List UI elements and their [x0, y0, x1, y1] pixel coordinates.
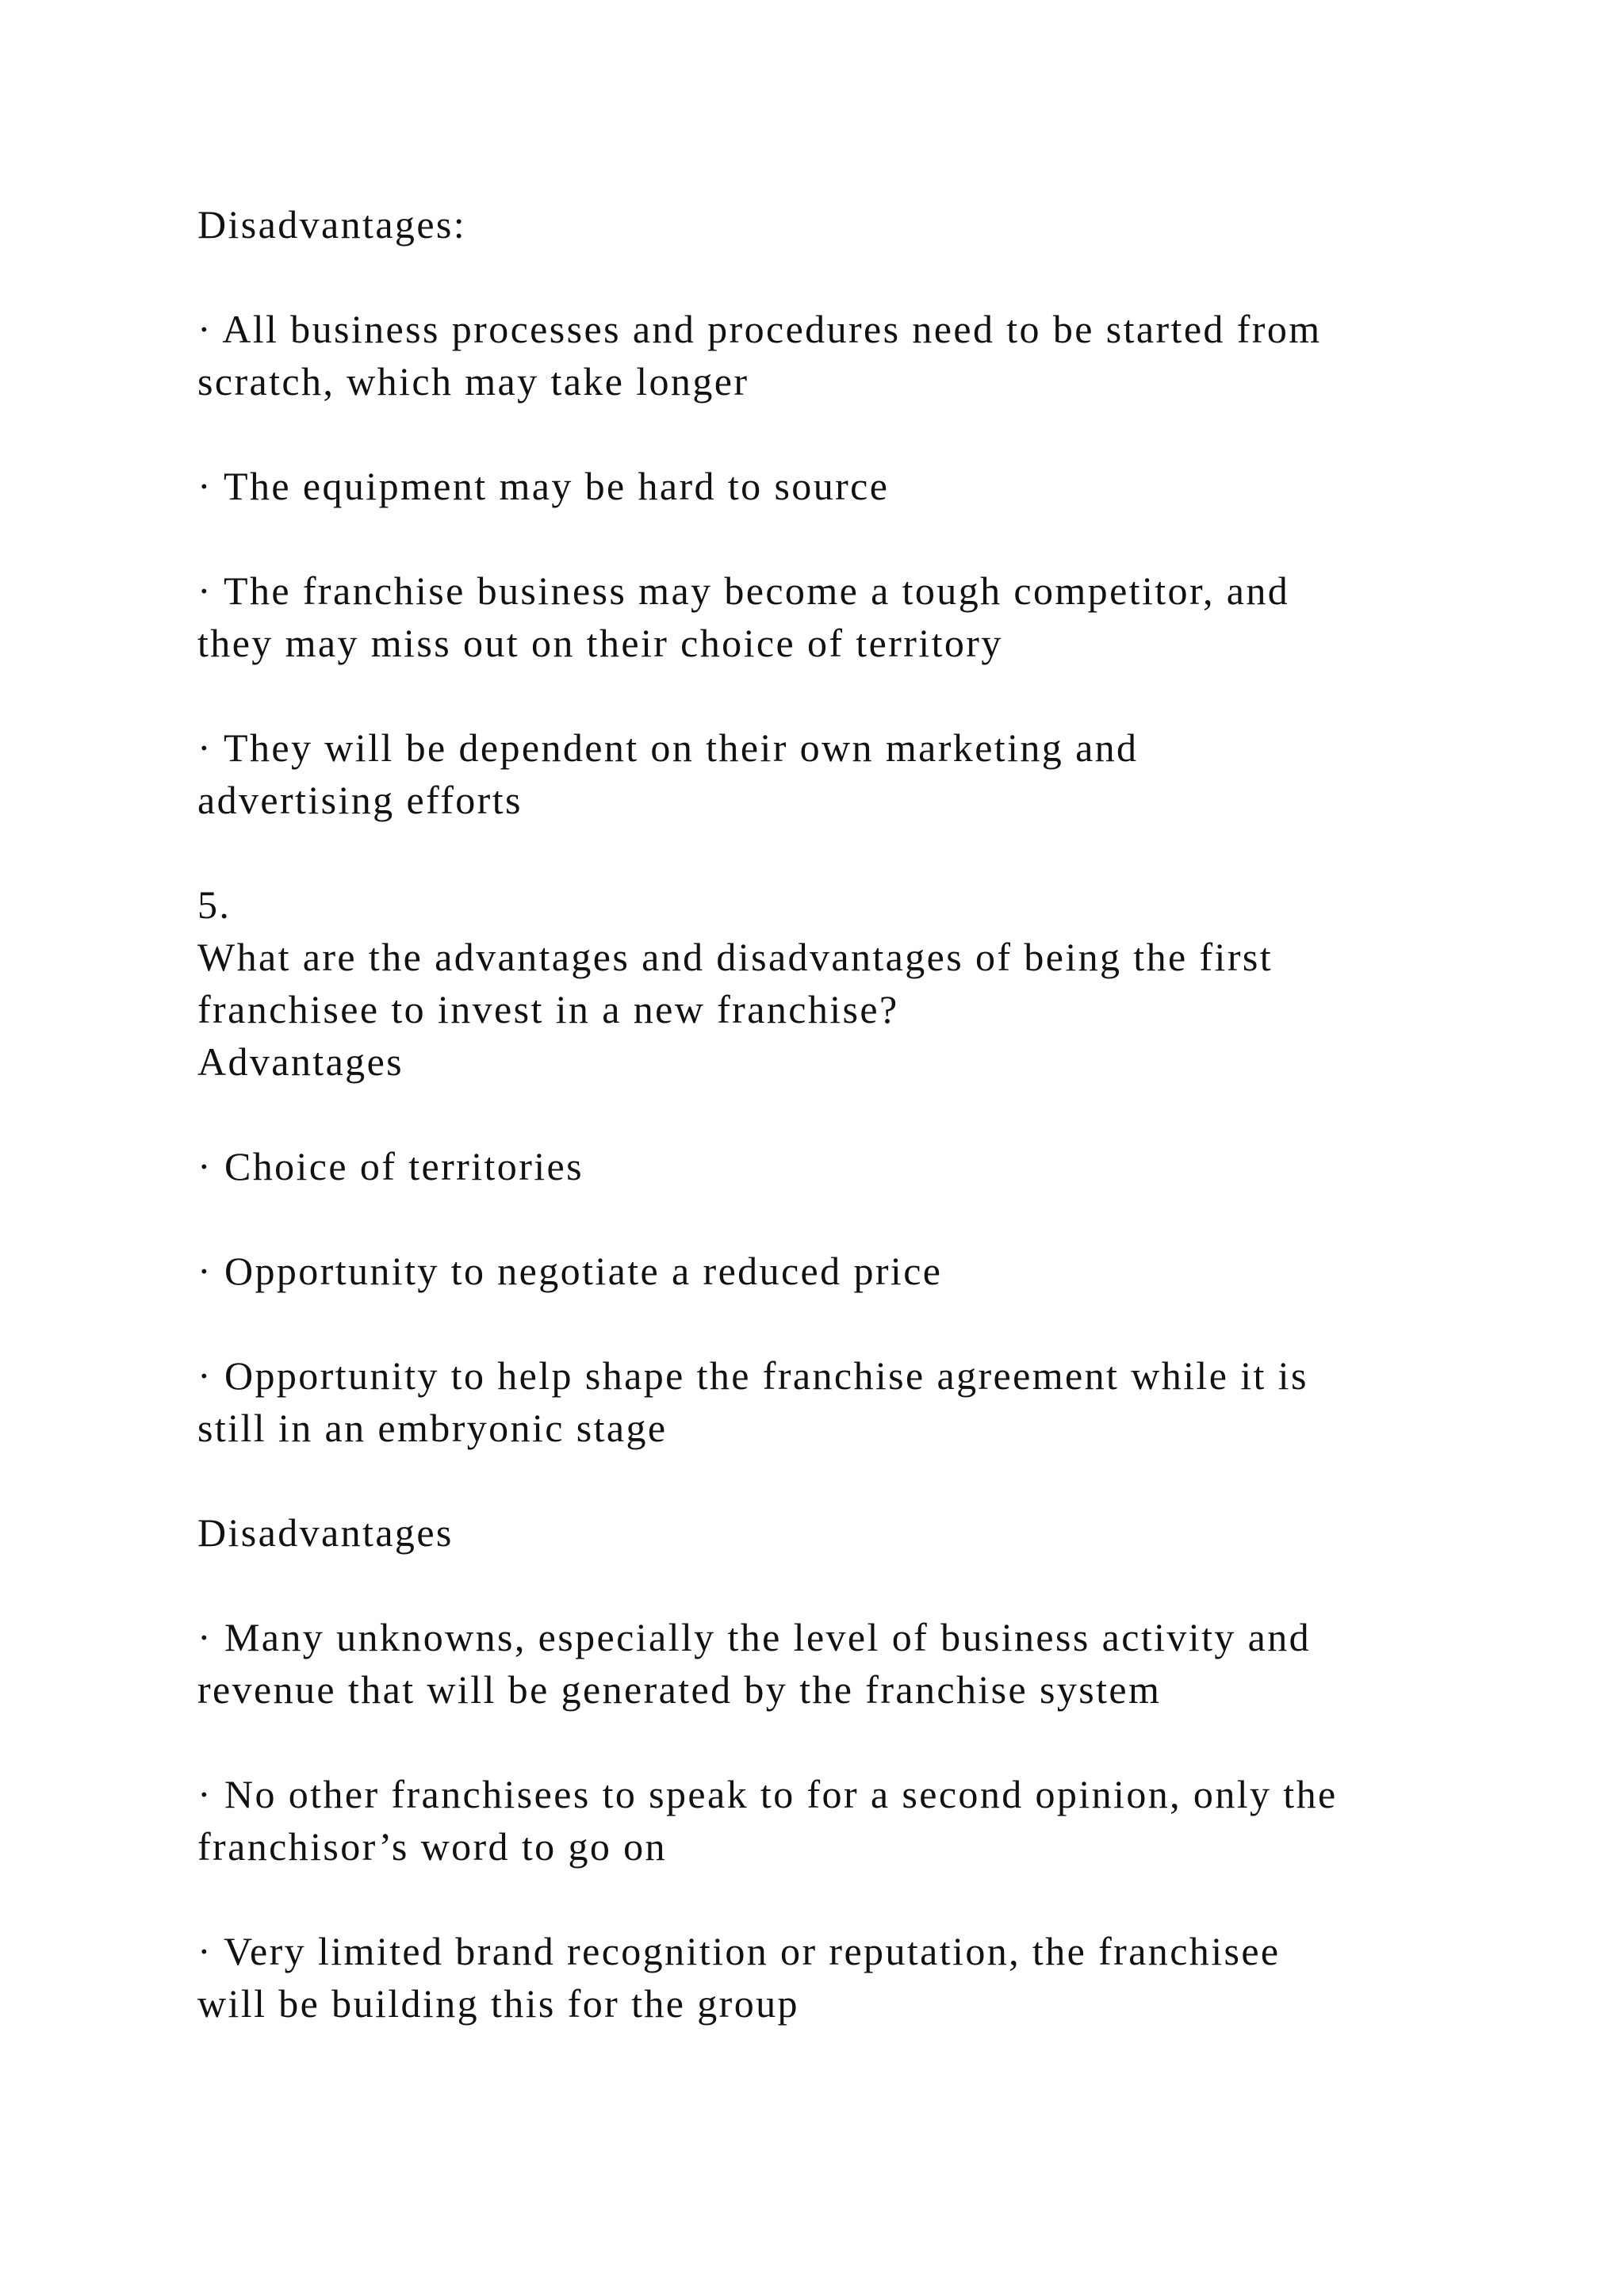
bullet-line: · Many unknowns, especially the level of business activity and — [197, 1615, 1312, 1659]
bullet-item — [197, 721, 1482, 826]
bullet-line: · No other franchisees to speak to for a second opinion, only the — [197, 1772, 1338, 1816]
bullet-line: revenue that will be generated by the franchise system — [197, 1667, 1162, 1712]
bullet-item — [197, 1140, 1482, 1192]
bullet-line: they may miss out on their choice of territory — [197, 621, 1003, 665]
bullet-line: · They will be dependent on their own marketing and — [197, 725, 1139, 770]
bullet-line: · Opportunity to help shape the franchise agreement while it is — [197, 1353, 1308, 1398]
bullet-line: · Choice of territories — [197, 1144, 584, 1188]
advantages-heading: Advantages — [197, 1039, 404, 1084]
bullet-item — [197, 1349, 1482, 1454]
bullet-line: franchisor’s word to go on — [197, 1824, 667, 1869]
bullet-line: · The franchise business may become a tough competitor, and — [197, 568, 1290, 613]
heading-text: Disadvantages — [197, 1510, 454, 1555]
prev-disadvantages-heading — [197, 198, 1482, 251]
question-text-line: franchisee to invest in a new franchise? — [197, 987, 899, 1031]
bullet-line: · All business processes and procedures need to be started from — [197, 307, 1322, 351]
disadvantages-heading — [197, 1506, 1482, 1559]
bullet-item — [197, 1611, 1482, 1716]
bullet-line: scratch, which may take longer — [197, 359, 749, 404]
question-text-line: What are the advantages and disadvantages of being the first — [197, 935, 1274, 979]
bullet-item — [197, 1925, 1482, 2030]
bullet-item — [197, 1768, 1482, 1873]
bullet-line: advertising efforts — [197, 778, 523, 822]
bullet-line: · Opportunity to negotiate a reduced price — [197, 1249, 943, 1293]
bullet-item — [197, 303, 1482, 408]
bullet-item — [197, 1245, 1482, 1297]
bullet-line: · The equipment may be hard to source — [197, 464, 890, 508]
question-block — [197, 878, 1482, 1088]
bullet-line: still in an embryonic stage — [197, 1406, 668, 1450]
bullet-line: will be building this for the group — [197, 1981, 799, 2026]
bullet-line: · Very limited brand recognition or reputation, the franchisee — [197, 1929, 1281, 1973]
bullet-item — [197, 564, 1482, 669]
heading-text: Disadvantages: — [197, 202, 467, 247]
bullet-item — [197, 460, 1482, 512]
question-number: 5. — [197, 882, 232, 927]
